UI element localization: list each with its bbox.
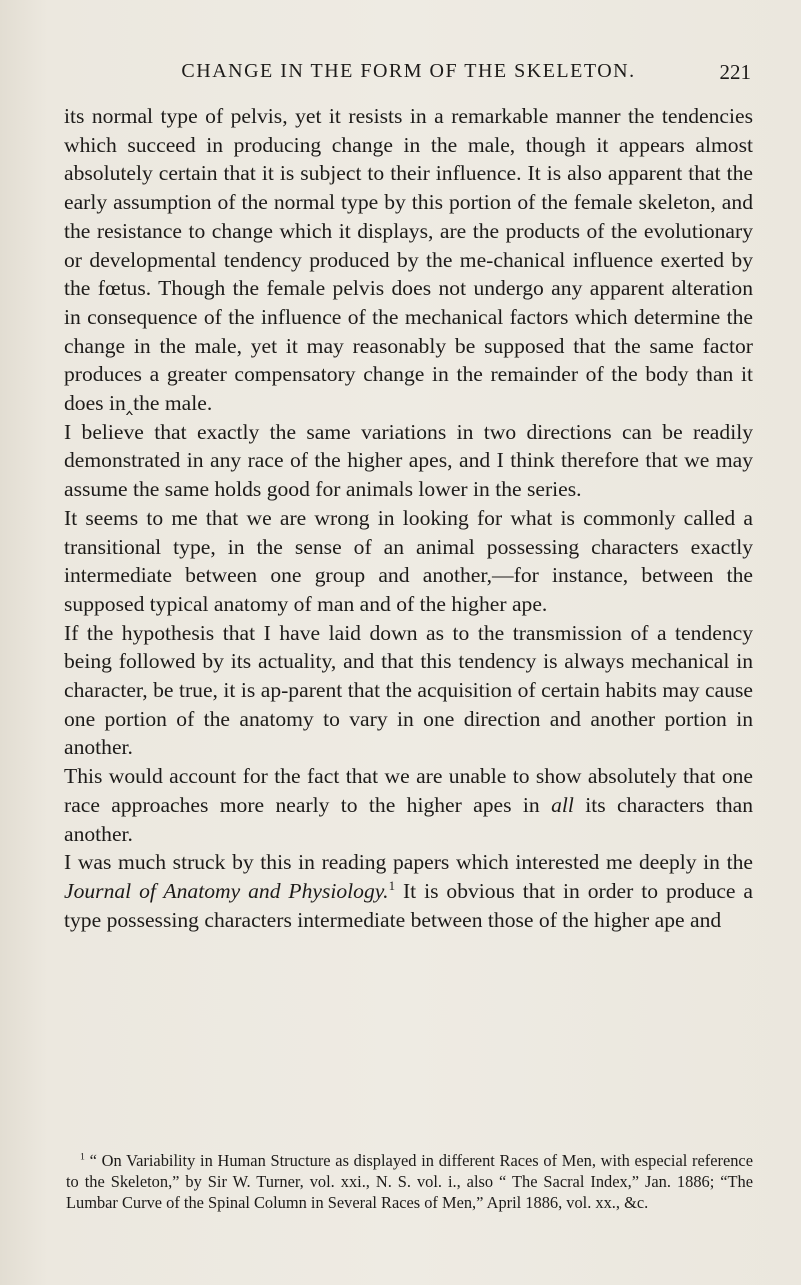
journal-title: Journal of Anatomy and Physiology. <box>64 878 389 903</box>
page-number: 221 <box>719 60 751 84</box>
footnote-marker: 1 <box>80 1151 85 1163</box>
paragraph-1: its normal type of pelvis, yet it resists in a remarkable manner the tendencies which succeed in producing change in the male, though it appears almost absolutely certain that it is subject to their influence. It is also apparent that the early assumption of the normal type by this portion of the female skeleton, and the resistance to change which it displays, are the products of the evolutionary or developmental tendency produced by the me-chanical influence exerted by the fœtus. Though the female pelvis does not undergo any apparent alteration in consequence of the influence of the mechanical factors which determine the change in the male, yet it may reasonably be supposed that the same factor produces a greater compensatory change in the remainder of the body than it does in‸the male. <box>64 104 753 416</box>
footnote-text: “ On Variability in Human Structure as displayed in different Races of Men, with especial reference to the Skeleton,” by Sir W. Turner, vol. xxi., N. S. vol. i., also “ The Sacral Index,” Jan. 1886; “The Lumbar Curve of the Spinal Column in Several Races of Men,” April 1886, vol. xx., &c. <box>66 1151 753 1212</box>
paragraph-4: If the hypothesis that I have laid down as to the transmission of a tendency being followed by its actuality, and that this tendency is always mechanical in character, be true, it is ap-parent that the acquisition of certain habits may cause one portion of the anatomy to vary in one direction and another portion in another. <box>64 620 753 760</box>
running-title: CHANGE IN THE FORM OF THE SKELETON. <box>181 60 636 82</box>
running-head <box>66 60 751 86</box>
body-text <box>64 102 753 934</box>
paragraph-5-text: This would account for the fact that we are unable to show absolutely that one race approaches more nearly to the higher apes in <box>64 764 753 817</box>
paragraph-5-tail: its characters than another. <box>64 792 753 846</box>
paragraph-2: I believe that exactly the same variations in two directions can be readily demonstrated in any race of the higher apes, and I think therefore that we may assume the same holds good for animals lower in the series. <box>64 419 753 502</box>
footnote-reference: 1 <box>388 877 396 893</box>
paragraph-6-continuation: It is obvious that in order to produce a type possessing characters intermediate between those of the higher ape and <box>64 878 753 932</box>
footnote <box>66 1150 753 1213</box>
paragraph-3: It seems to me that we are wrong in looking for what is commonly called a transitional type, in the sense of an animal possessing characters exactly intermediate between one group and another,—for instance, between the supposed typical anatomy of man and of the higher ape. <box>64 505 753 616</box>
paragraph-5 <box>64 762 753 848</box>
paragraph-6-text: I was much struck by this in reading papers which interested me deeply in the <box>64 850 753 875</box>
paragraph-6 <box>64 848 753 934</box>
emphasis-all: all <box>551 792 574 817</box>
